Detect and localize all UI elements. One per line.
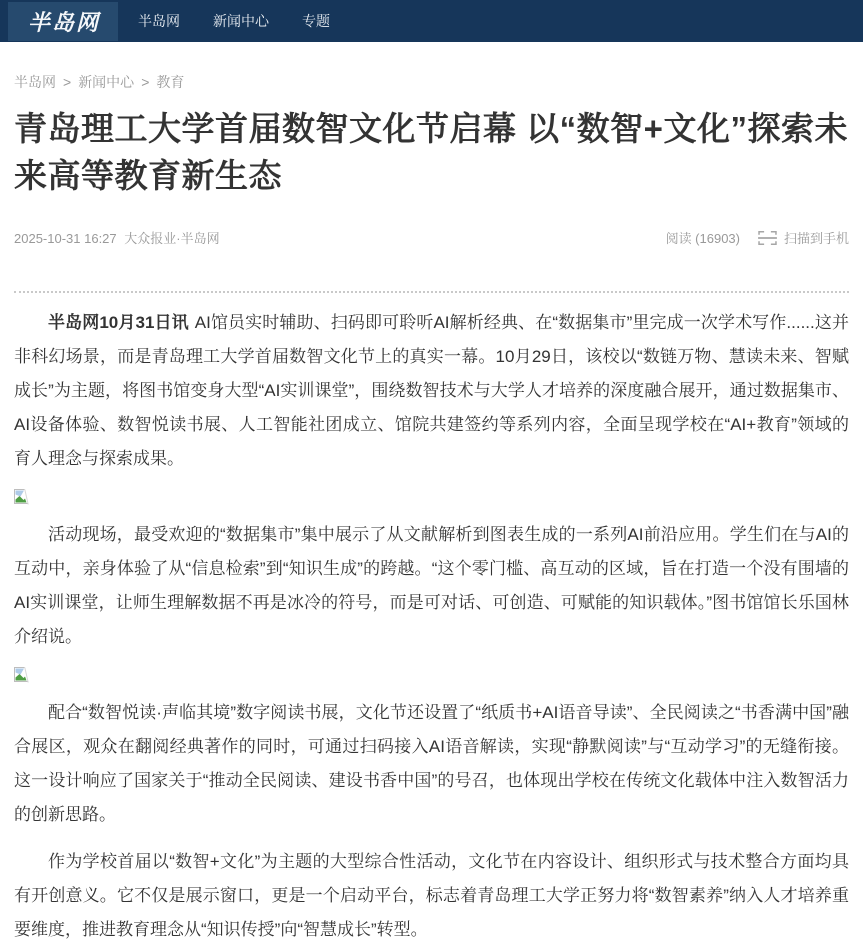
broken-image-icon <box>14 667 31 683</box>
breadcrumb-home[interactable]: 半岛网 <box>14 74 56 90</box>
article-meta-right <box>666 228 849 247</box>
nav-item-news-center[interactable]: 新闻中心 <box>213 13 269 29</box>
article-paragraph <box>14 845 849 947</box>
article-paragraph <box>14 306 849 476</box>
article-meta-left <box>14 228 224 247</box>
scan-frame-icon <box>758 230 777 246</box>
top-nav-bar <box>0 0 863 42</box>
site-logo[interactable]: 半岛网 <box>8 2 118 41</box>
article-image-placeholder-1[interactable] <box>14 489 849 505</box>
article-paragraph <box>14 696 849 832</box>
breadcrumb-education[interactable]: 教育 <box>156 74 185 90</box>
scan-to-phone[interactable] <box>758 228 849 247</box>
article-source: 大众报业·半岛网 <box>124 231 220 246</box>
top-nav-menu <box>132 11 330 31</box>
publish-datetime: 2025-10-31 16:27 <box>14 231 117 246</box>
nav-item-topics[interactable]: 专题 <box>302 13 330 29</box>
page-content <box>0 72 863 947</box>
breadcrumb-separator: > <box>63 74 72 90</box>
paragraph-text: AI馆员实时辅助、扫码即可聆听AI解析经典、在“数据集市”里完成一次学术写作......这并非科幻场景，而是青岛理工大学首届数智文化节上的真实一幕。10月29日，该校以“数链万物、慧读未来、智赋成长”为主题，将图书馆变身大型“AI实训课堂”，围绕数智技术与大学人才培养的深度融合展开，通过数据集市、AI设备体验、数智悦读书展、人工智能社团成立、馆院共建签约等系列内容，全面呈现学校在“AI+教育”领域的育人理念与探索成果。 <box>14 313 849 468</box>
paragraph-text: 作为学校首届以“数智+文化”为主题的大型综合性活动，文化节在内容设计、组织形式与技术整合方面均具有开创意义。它不仅是展示窗口，更是一个启动平台，标志着青岛理工大学正努力将“数智素养”纳入人才培养重要维度，推进教育理念从“知识传授”向“智慧成长”转型。 <box>14 852 849 939</box>
scan-to-phone-label: 扫描到手机 <box>783 231 849 246</box>
breadcrumb <box>14 72 849 92</box>
breadcrumb-news-center[interactable]: 新闻中心 <box>78 74 135 90</box>
breadcrumb-separator: > <box>141 74 150 90</box>
paragraph-text: 活动现场，最受欢迎的“数据集市”集中展示了从文献解析到图表生成的一系列AI前沿应用。学生们在与AI的互动中，亲身体验了从“信息检索”到“知识生成”的跨越。“这个零门槛、高互动的区域，旨在打造一个没有围墙的AI实训课堂，让师生理解数据不再是冰冷的符号，而是可对话、可创造、可赋能的知识载体。”图书馆馆长乐国林介绍说。 <box>14 525 849 646</box>
nav-item-bandaowang[interactable]: 半岛网 <box>138 13 180 29</box>
article-meta-row <box>14 228 849 247</box>
read-count: 阅读 (16903) <box>665 231 740 246</box>
paragraph-text: 配合“数智悦读·声临其境”数字阅读书展，文化节还设置了“纸质书+AI语音导读”、全民阅读之“书香满中国”融合展区，观众在翻阅经典著作的同时，可通过扫码接入AI语音解读，实现“静默阅读”与“互动学习”的无缝衔接。这一设计响应了国家关于“推动全民阅读、建设书香中国”的号召，也体现出学校在传统文化载体中注入数智活力的创新思路。 <box>14 703 849 824</box>
article-title: 青岛理工大学首届数智文化节启幕 以“数智+文化”探索未来高等教育新生态 <box>14 110 848 194</box>
dotted-divider <box>14 291 849 293</box>
article-image-placeholder-2[interactable] <box>14 667 849 683</box>
paragraph-lead: 半岛网10月31日讯 <box>48 313 189 332</box>
broken-image-icon <box>14 489 31 505</box>
article-body <box>14 306 849 947</box>
article-paragraph <box>14 518 849 654</box>
